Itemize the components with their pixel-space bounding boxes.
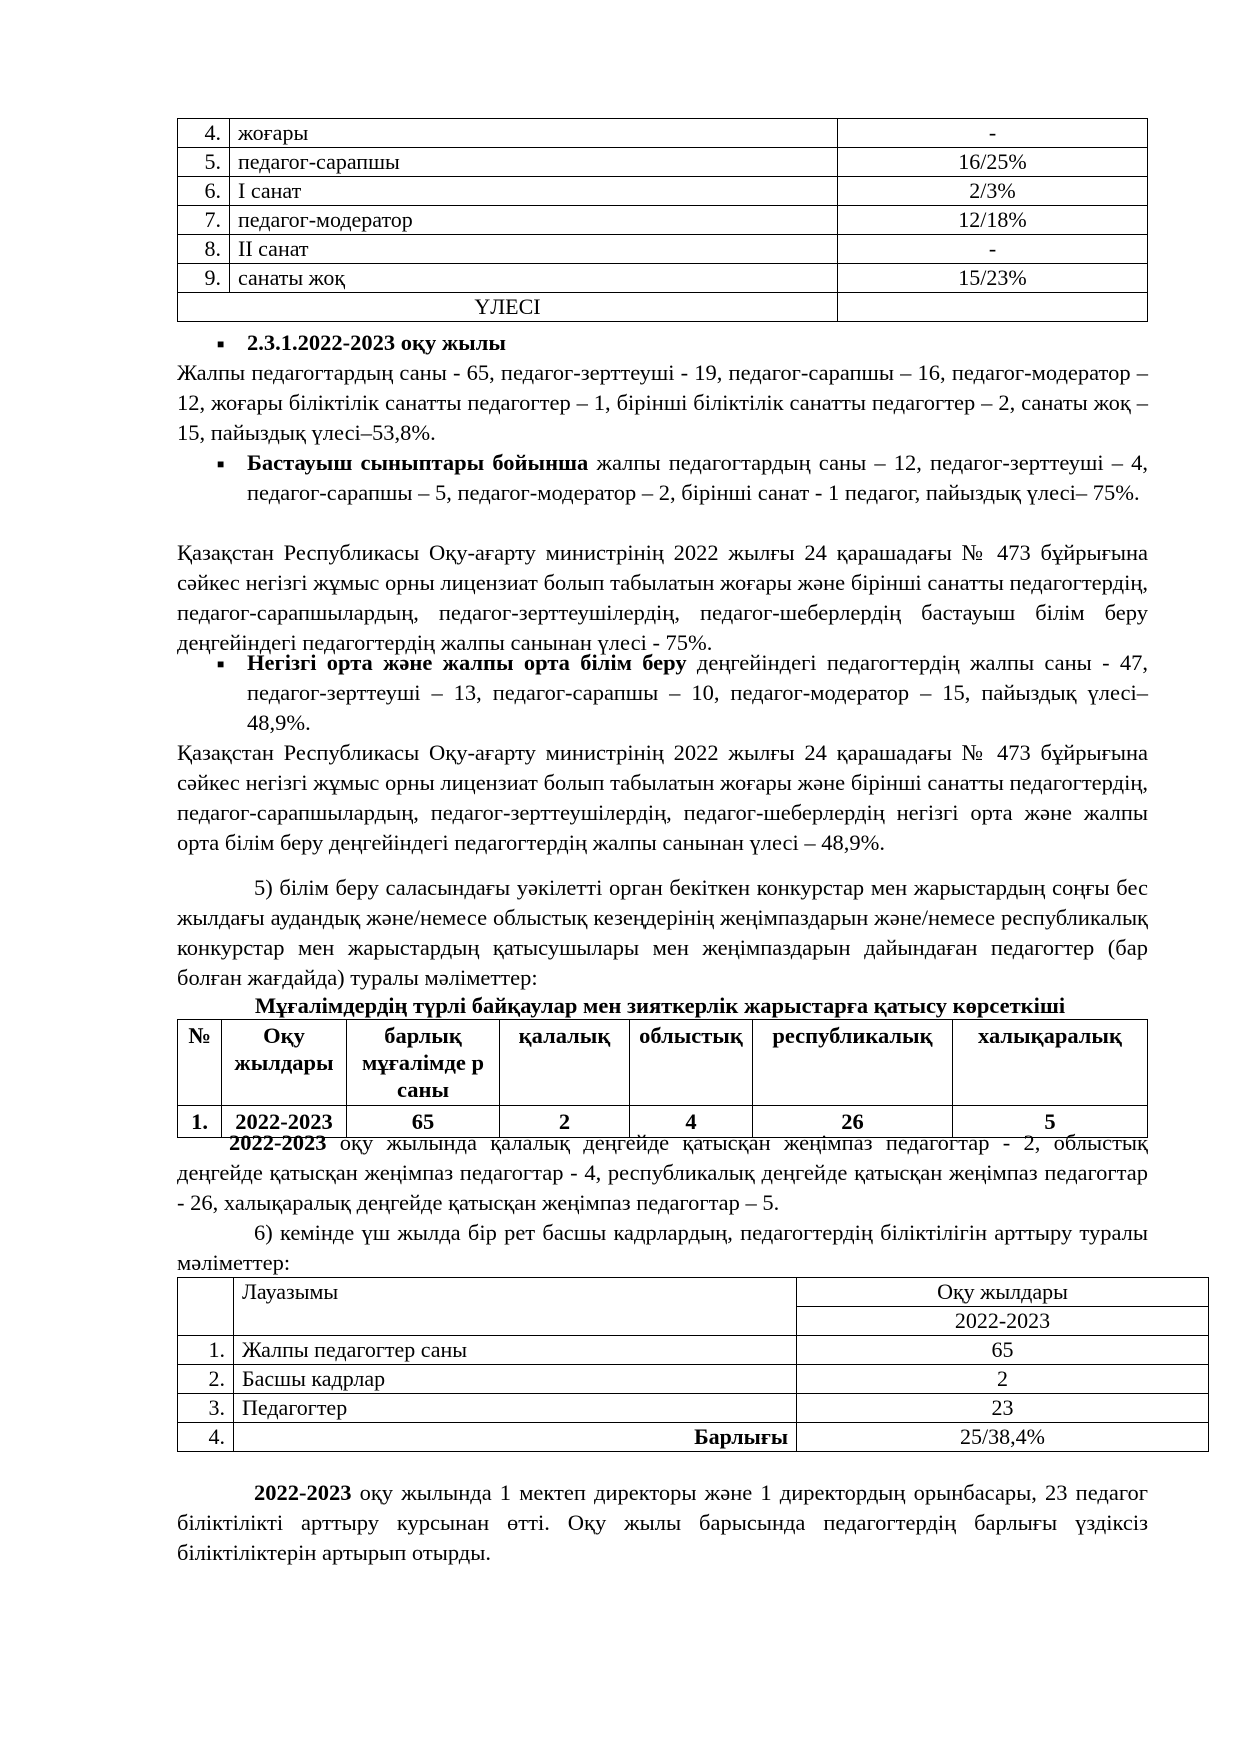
header-city: қалалық xyxy=(500,1020,630,1106)
header-teachers: барлық мұғалімде р саны xyxy=(347,1020,500,1106)
row-number: 2. xyxy=(178,1365,234,1394)
row-value: - xyxy=(838,235,1148,264)
row-label: педагог-модератор xyxy=(230,206,838,235)
paragraph-primary-order: Қазақстан Республикасы Оқу-ағарту министрінің 2022 жылғы 24 қарашадағы № 473 бұйрығына сәйкес негізгі жұмыс орны лицензиат болып табылатын жоғары және бірінші санатты педагогтердің, педагог-сарапшылардың, педагог-зерттеушілердің, педагог-шеберлердің бастауыш білім беру деңгейіндегі педагогтердің жалпы санынан үлесі - 75%. xyxy=(177,540,1148,655)
paragraph-winners xyxy=(177,1128,1148,1218)
bullet-secondary-bold: Негізгі орта және жалпы орта білім беру xyxy=(247,650,687,675)
table-row xyxy=(178,119,1148,148)
row-number: 3. xyxy=(178,1394,234,1423)
row-label: I санат xyxy=(230,177,838,206)
cell-republic: 26 xyxy=(753,1106,953,1138)
row-label: Жалпы педагогтер саны xyxy=(234,1336,797,1365)
row-value: 23 xyxy=(797,1394,1209,1423)
cell-region: 4 xyxy=(630,1106,753,1138)
bullet-square-icon: ■ xyxy=(217,337,225,351)
header-position: Лауазымы xyxy=(234,1278,797,1336)
cell-number: 1. xyxy=(178,1106,222,1138)
row-number: 9. xyxy=(178,264,230,293)
row-label: санаты жоқ xyxy=(230,264,838,293)
total-label: Барлығы xyxy=(234,1423,797,1452)
paragraph-winners-text: оқу жылында қалалық деңгейде қатысқан жеңімпаз педагогтар - 2, облыстық деңгейде қатысқан жеңімпаз педагогтар - 4, республикалық деңгейде қатысқан жеңімпаз педагогтар - 26, халықаралық деңгейде қатысқан жеңімпаз педагогтар – 5. xyxy=(177,1130,1148,1215)
paragraph-final-bold: 2022-2023 xyxy=(254,1480,352,1505)
row-value: 2/3% xyxy=(838,177,1148,206)
row-label: Басшы кадрлар xyxy=(234,1365,797,1394)
bullet-secondary xyxy=(247,648,1148,738)
header-years: Оқу жылдары xyxy=(797,1278,1209,1307)
bullet-secondary-text: деңгейіндегі педагогтердің жалпы саны - 47, педагог-зерттеуші – 13, педагог-сарапшы – 10, педагог-модератор – 15, пайыздық үлесі– 48,9%. xyxy=(247,650,1148,735)
row-number: 8. xyxy=(178,235,230,264)
row-number: 1. xyxy=(178,1336,234,1365)
row-number: 6. xyxy=(178,177,230,206)
footer-value xyxy=(838,293,1148,322)
row-label: Педагогтер xyxy=(234,1394,797,1423)
competition-table-caption: Мұғалімдердің түрлі байқаулар мен зияткерлік жарыстарға қатысу көрсеткіші xyxy=(254,993,1066,1018)
header-republic: республикалық xyxy=(753,1020,953,1106)
table-row xyxy=(178,1336,1209,1365)
row-label: II санат xyxy=(230,235,838,264)
paragraph-item-6: 6) кемінде үш жылда бір рет басшы кадрлардың, педагогтердің біліктілігін арттыру туралы мәліметтер: xyxy=(177,1220,1148,1275)
row-number: 4. xyxy=(178,119,230,148)
row-value: 2 xyxy=(797,1365,1209,1394)
table-row xyxy=(178,1394,1209,1423)
bullet-primary-bold: Бастауыш сыныптары бойынша xyxy=(247,450,589,475)
bullet-primary xyxy=(247,448,1148,508)
header-empty xyxy=(178,1278,234,1336)
cell-international: 5 xyxy=(953,1106,1148,1138)
bullet-primary-text: жалпы педагогтардың саны – 12, педагог-зерттеуші – 4, педагог-сарапшы – 5, педагог-модератор – 2, бірінші санат - 1 педагог, пайыздық үлесі– 75%. xyxy=(247,450,1148,505)
row-number: 5. xyxy=(178,148,230,177)
paragraph-final-text: оқу жылында 1 мектеп директоры және 1 директордың орынбасары, 23 педагог біліктілікті арттыру курсынан өтті. Оқу жылы барысында педагогтердің барлығы үздіксіз біліктіліктерін артырып отырды. xyxy=(177,1480,1148,1565)
training-table xyxy=(177,1277,1209,1452)
table-footer-row xyxy=(178,293,1148,322)
row-value: 15/23% xyxy=(838,264,1148,293)
table-header-row xyxy=(178,1278,1209,1307)
cell-city: 2 xyxy=(500,1106,630,1138)
table-header-row xyxy=(178,1020,1148,1106)
row-label: жоғары xyxy=(230,119,838,148)
paragraph-winners-bold: 2022-2023 xyxy=(229,1130,327,1155)
row-value: - xyxy=(838,119,1148,148)
row-value: 65 xyxy=(797,1336,1209,1365)
qualification-table xyxy=(177,118,1148,322)
header-years: Оқу жылдары xyxy=(222,1020,347,1106)
paragraph-final xyxy=(177,1478,1148,1568)
row-value: 16/25% xyxy=(838,148,1148,177)
table-row xyxy=(178,1365,1209,1394)
section-paragraph: Жалпы педагогтардың саны - 65, педагог-зерттеуші - 19, педагог-сарапшы – 16, педагог-модератор – 12, жоғары біліктілік санатты педагогтер – 1, бірінші біліктілік санатты педагогтер – 2, санаты жоқ – 15, пайыздық үлесі–53,8%. xyxy=(177,360,1148,445)
bullet-square-icon: ■ xyxy=(217,657,225,671)
table-row xyxy=(178,206,1148,235)
table-row xyxy=(178,235,1148,264)
competition-table xyxy=(177,1019,1148,1138)
table-row xyxy=(178,264,1148,293)
table-total-row xyxy=(178,1423,1209,1452)
table-row xyxy=(178,177,1148,206)
header-year: 2022-2023 xyxy=(797,1307,1209,1336)
paragraph-item-5: 5) білім беру саласындағы уәкілетті орган бекіткен конкурстар мен жарыстардың соңғы бес жылдағы аудандық және/немесе облыстық кезеңдерінің жеңімпаздарын және/немесе республикалық конкурстар мен жарыстардың қатысушылары мен жеңімпаздарын дайындаған педагогтер (бар болған жағдайда) туралы мәліметтер: xyxy=(177,875,1148,990)
row-label: педагог-сарапшы xyxy=(230,148,838,177)
total-number: 4. xyxy=(178,1423,234,1452)
paragraph-secondary-order: Қазақстан Республикасы Оқу-ағарту министрінің 2022 жылғы 24 қарашадағы № 473 бұйрығына сәйкес негізгі жұмыс орны лицензиат болып табылатын жоғары және бірінші санатты педагогтердің, педагог-сарапшылардың, педагог-зерттеушілердің, педагог-шеберлердің негізгі орта және жалпы орта білім беру деңгейіндегі педагогтердің жалпы санынан үлесі – 48,9%. xyxy=(177,740,1148,855)
footer-label: ҮЛЕСІ xyxy=(178,293,838,322)
header-international: халықаралық xyxy=(953,1020,1148,1106)
header-region: облыстық xyxy=(630,1020,753,1106)
header-number: № xyxy=(178,1020,222,1106)
table-row xyxy=(178,148,1148,177)
total-value: 25/38,4% xyxy=(797,1423,1209,1452)
cell-teachers: 65 xyxy=(347,1106,500,1138)
row-number: 7. xyxy=(178,206,230,235)
bullet-square-icon: ■ xyxy=(217,457,225,471)
section-heading: 2.3.1.2022-2023 оқу жылы xyxy=(247,330,506,355)
cell-years: 2022-2023 xyxy=(222,1106,347,1138)
row-value: 12/18% xyxy=(838,206,1148,235)
